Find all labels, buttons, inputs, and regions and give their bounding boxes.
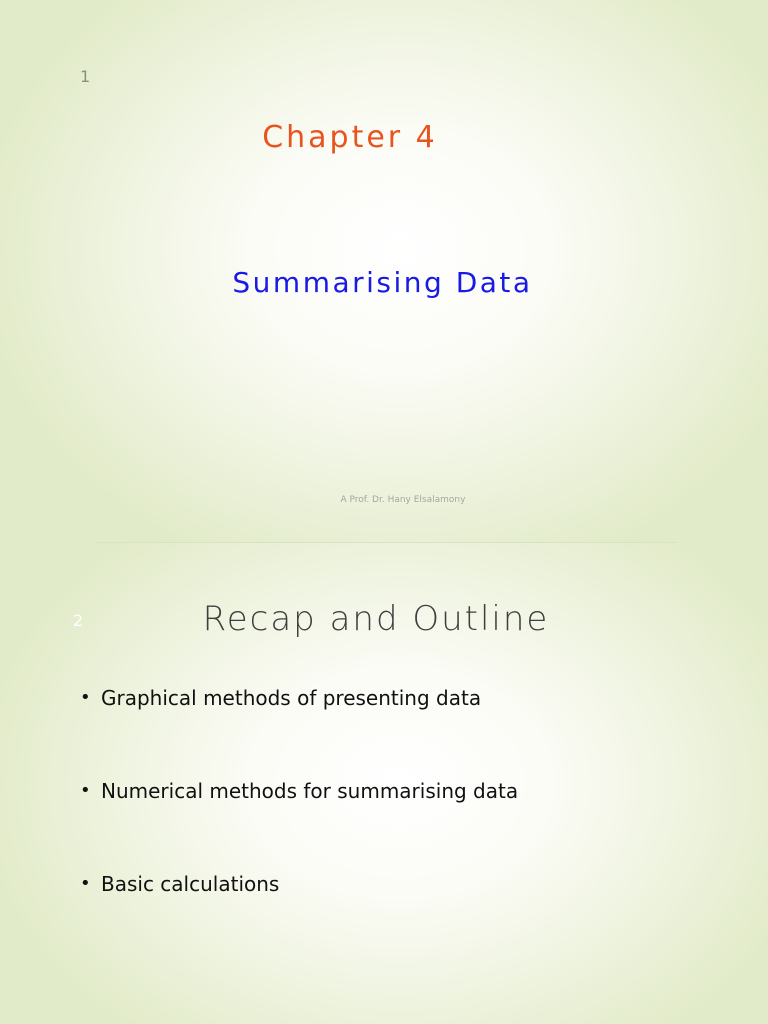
slide-title: Recap and Outline [202,599,550,639]
author-footer: A Prof. Dr. Hany Elsalamony [340,495,466,505]
slide-number: 1 [80,67,91,86]
bullet-text: Basic calculations [101,872,280,896]
slide-number: 2 [73,611,84,630]
chapter-title: Chapter 4 [262,120,438,155]
bullet-icon: • [80,780,91,801]
bullet-text: Numerical methods for summarising data [101,779,519,803]
slide-2 [0,543,768,1024]
bullet-text: Graphical methods of presenting data [101,686,482,710]
bullet-icon: • [80,873,91,894]
bullet-icon: • [80,687,91,708]
slide-subtitle: Summarising Data [232,266,533,299]
